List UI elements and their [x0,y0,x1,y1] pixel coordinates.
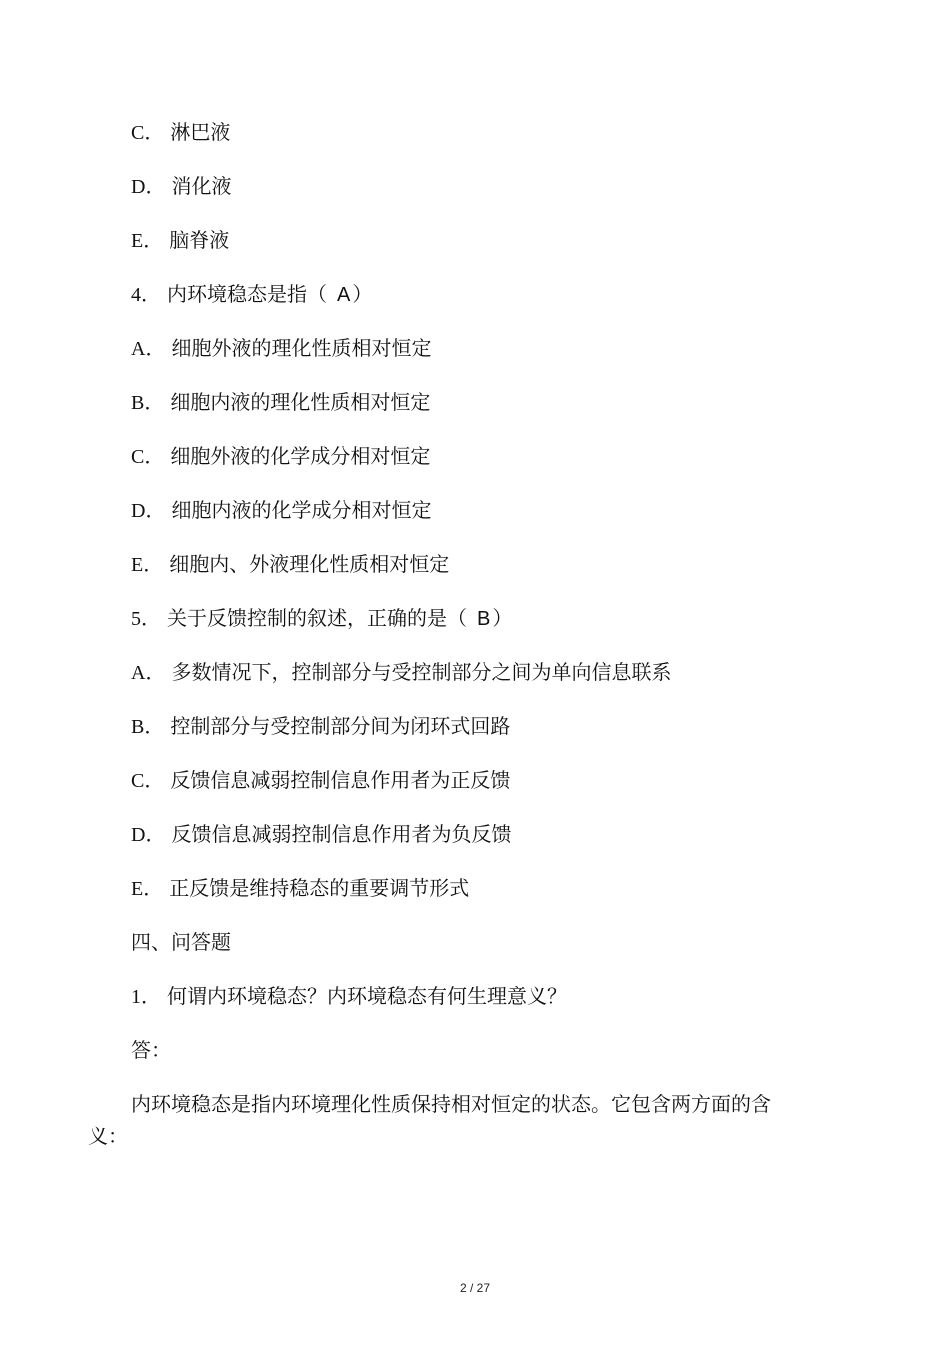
option-label: B． [131,716,165,738]
option-text: 细胞外液的理化性质相对恒定 [171,336,432,360]
answer-heading [131,1036,171,1064]
option-text: 正反馈是维持稳态的重要调节形式 [169,876,470,900]
option-d-line [131,172,231,201]
option-text: 细胞内液的化学成分相对恒定 [171,498,432,522]
option-b-line [131,388,430,417]
option-e-line [131,226,229,255]
question-answer: B [477,608,491,630]
option-label: D． [131,500,166,522]
option-c-line [131,118,230,147]
option-label: D． [131,176,166,198]
question-text: 内环境稳态是指（ [167,282,327,306]
option-text: 淋巴液 [170,120,231,144]
option-b-line [131,712,510,741]
option-text: 细胞外液的化学成分相对恒定 [170,444,431,468]
question-5 [131,604,512,633]
option-label: E． [131,554,164,576]
question-text: 何谓内环境稳态？内环境稳态有何生理意义？ [167,984,567,1008]
question-number: 5． [131,608,161,630]
option-text: 控制部分与受控制部分间为闭环式回路 [170,714,511,738]
option-a-line [131,658,671,687]
option-label: E． [131,230,164,252]
option-c-line [131,442,430,471]
answer-heading-text: 答： [131,1038,171,1062]
option-label: C． [131,770,165,792]
option-label: A． [131,662,166,684]
option-d-line [131,820,511,849]
option-label: D． [131,824,166,846]
essay-question-1 [131,982,567,1011]
option-e-line [131,550,449,579]
option-text: 消化液 [171,174,232,198]
page-number: 2 / 27 [459,1281,491,1295]
option-a-line [131,334,431,363]
question-number: 4． [131,284,161,306]
option-label: C． [131,122,165,144]
option-label: C． [131,446,165,468]
question-4 [131,280,372,309]
option-text: 反馈信息减弱控制信息作用者为负反馈 [171,822,512,846]
option-text: 细胞内液的理化性质相对恒定 [170,390,431,414]
option-text: 多数情况下，控制部分与受控制部分之间为单向信息联系 [171,660,672,684]
option-label: E． [131,878,164,900]
option-label: B． [131,392,165,414]
question-close-paren: ） [352,282,373,306]
section-heading-text: 四、问答题 [131,930,231,954]
option-e-line [131,874,469,903]
option-label: A． [131,338,166,360]
section-heading [131,928,231,956]
option-text: 脑脊液 [169,228,230,252]
question-close-paren: ） [492,606,513,630]
option-text: 细胞内、外液理化性质相对恒定 [169,552,450,576]
question-answer: A [337,284,351,306]
question-text: 关于反馈控制的叙述，正确的是（ [167,606,467,630]
answer-paragraph: 内环境稳态是指内环境理化性质保持相对恒定的状态。它包含两方面的含义： [88,1092,771,1148]
option-text: 反馈信息减弱控制信息作用者为正反馈 [170,768,511,792]
option-d-line [131,496,431,525]
question-number: 1． [131,986,161,1008]
option-c-line [131,766,510,795]
